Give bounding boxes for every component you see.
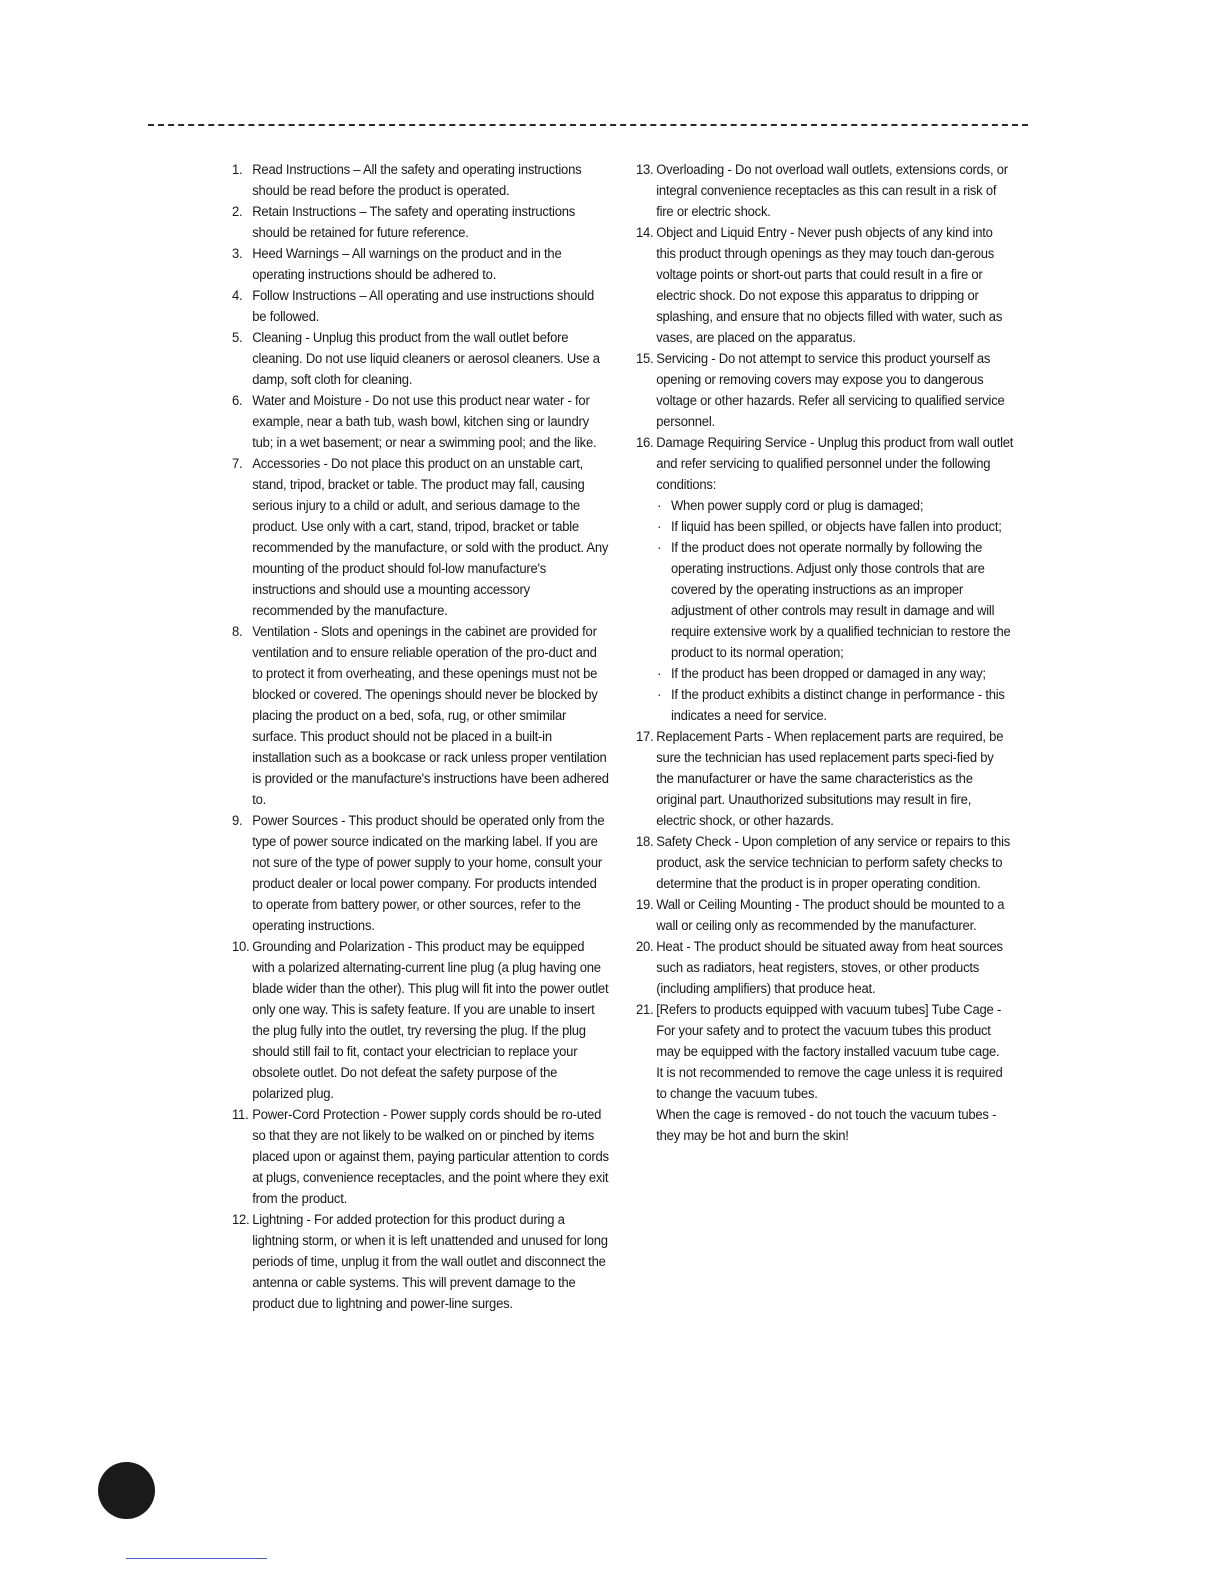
item-number: 8.	[232, 624, 243, 640]
list-item	[232, 811, 609, 937]
list-item	[636, 895, 1013, 937]
item-text: Heat - The product should be situated away from heat sources such as radiators, heat registers, stoves, or other products (including amplifiers) that produce heat.	[656, 939, 1003, 997]
list-item	[636, 727, 1013, 832]
list-item	[232, 160, 609, 202]
item-text: Power-Cord Protection - Power supply cords should be ro-uted so that they are not likely to be walked on or pinched by items placed upon or against them, paying particular attention to cords at plugs, convenience receptacles, and the point where they exit from the product.	[252, 1107, 609, 1207]
bullet-marker: ·	[657, 540, 662, 556]
list-item	[232, 286, 609, 328]
bullet-marker: ·	[657, 666, 662, 682]
safety-list-right	[636, 160, 1013, 1147]
item-text: Servicing - Do not attempt to service this product yourself as opening or removing covers may expose you to dangerous voltage or other hazards. Refer all servicing to qualified service personnel.	[656, 351, 1005, 430]
item-number: 16.	[636, 435, 654, 451]
conditions-list	[656, 496, 1013, 727]
item-number: 14.	[636, 225, 654, 241]
item-number: 17.	[636, 729, 654, 745]
item-text: Ventilation - Slots and openings in the cabinet are provided for ventilation and to ensure reliable operation of the pro-duct and to protect it from overheating, and these openings must not be blocked or covered. The openings should never be blocked by placing the product on a bed, sofa, rug, or other smimilar surface. This product should not be placed in a built-in installation such as a bookcase or rack unless proper ventilation is provided or the manufacture's instructions have been adhered to.	[252, 624, 609, 808]
list-item	[636, 349, 1013, 433]
condition-text: If liquid has been spilled, or objects have fallen into product;	[670, 519, 1002, 535]
list-item	[232, 202, 609, 244]
item-text: Object and Liquid Entry - Never push objects of any kind into this product through openings as they may touch dan-gerous voltage points or short-out parts that could result in a fire or electric shock. Do not expose this apparatus to dripping or splashing, and ensure that no objects filled with water, such as vases, are placed on the apparatus.	[656, 225, 1003, 346]
item-number: 1.	[232, 162, 243, 178]
item-number: 10.	[232, 939, 250, 955]
list-item	[232, 622, 609, 811]
item-text: Water and Moisture - Do not use this product near water - for example, near a bath tub, wash bowl, kitchen sing or laundry tub; in a wet basement; or near a swimming pool; and the like.	[252, 393, 597, 451]
list-item	[232, 244, 609, 286]
item-number: 5.	[232, 330, 243, 346]
item-text: Accessories - Do not place this product on an unstable cart, stand, tripod, bracket or table. The product may fall, causing serious injury to a child or adult, and serious damage to the product. Use only with a cart, stand, tripod, bracket or table recommended by the manufacture, or sold with the product. Any mounting of the product should fol-low manufacture's instructions and should use a mounting accessory recommended by the manufacture.	[252, 456, 609, 619]
item-number: 7.	[232, 456, 243, 472]
item-paragraph: It is not recommended to remove the cage unless it is required to change the vacuum tubes.	[656, 1065, 1003, 1102]
list-item	[232, 454, 609, 622]
list-item	[232, 1105, 609, 1210]
condition-text: If the product exhibits a distinct change in performance - this indicates a need for service.	[670, 687, 1005, 724]
safety-list-left	[232, 160, 609, 1315]
item-text: Lightning - For added protection for this product during a lightning storm, or when it is left unattended and unused for long periods of time, unplug it from the wall outlet and disconnect the antenna or cable systems. This will prevent damage to the product due to lightning and power-line surges.	[252, 1212, 608, 1312]
list-item	[636, 433, 1013, 727]
condition-text: If the product has been dropped or damaged in any way;	[670, 666, 986, 682]
left-column	[232, 160, 609, 1315]
item-text: Replacement Parts - When replacement parts are required, be sure the technician has used replacement parts speci-fied by the manufacturer or have the same characteristics as the original part. Unauthorized subsitutions may result in fire, electric shock, or other hazards.	[656, 729, 1004, 829]
condition-item	[656, 517, 1013, 538]
bullet-marker: ·	[657, 519, 662, 535]
bullet-marker: ·	[657, 687, 662, 703]
item-text: Read Instructions – All the safety and operating instructions should be read before the product is operated.	[252, 162, 582, 199]
item-number: 13.	[636, 162, 654, 178]
item-number: 19.	[636, 897, 654, 913]
item-text: [Refers to products equipped with vacuum tubes] Tube Cage - For your safety and to protect the vacuum tubes this product may be equipped with the factory installed vacuum tube cage.	[656, 1002, 1002, 1060]
condition-text: If the product does not operate normally by following the operating instructions. Adjust only those controls that are covered by the operating instructions as an improper adjustment of other controls may result in damage and will require extensive work by a qualified technician to restore the product to its normal operation;	[670, 540, 1011, 661]
list-item	[232, 1210, 609, 1315]
page-marker-circle	[98, 1462, 155, 1519]
list-item	[636, 1000, 1013, 1147]
item-number: 9.	[232, 813, 243, 829]
condition-item	[656, 538, 1013, 664]
item-number: 2.	[232, 204, 243, 220]
item-paragraph: When the cage is removed - do not touch the vacuum tubes - they may be hot and burn the skin!	[656, 1107, 997, 1144]
item-text: Heed Warnings – All warnings on the product and in the operating instructions should be adhered to.	[252, 246, 562, 283]
list-item	[636, 223, 1013, 349]
item-text: Wall or Ceiling Mounting - The product should be mounted to a wall or ceiling only as recommended by the manufacturer.	[656, 897, 1005, 934]
item-number: 3.	[232, 246, 243, 262]
item-number: 12.	[232, 1212, 250, 1228]
list-item	[636, 937, 1013, 1000]
item-number: 20.	[636, 939, 654, 955]
item-text: Damage Requiring Service - Unplug this product from wall outlet and refer servicing to qualified personnel under the following conditions:	[656, 435, 1014, 493]
condition-item	[656, 685, 1013, 727]
list-item	[232, 391, 609, 454]
condition-item	[656, 664, 1013, 685]
item-text: Cleaning - Unplug this product from the wall outlet before cleaning. Do not use liquid cleaners or aerosol cleaners. Use a damp, soft cloth for cleaning.	[252, 330, 600, 388]
list-item	[232, 328, 609, 391]
item-number: 18.	[636, 834, 654, 850]
item-number: 4.	[232, 288, 243, 304]
item-number: 15.	[636, 351, 654, 367]
item-text: Follow Instructions – All operating and use instructions should be followed.	[252, 288, 594, 325]
item-text: Overloading - Do not overload wall outlets, extensions cords, or integral convenience receptacles as this can result in a risk of fire or electric shock.	[656, 162, 1008, 220]
item-number: 6.	[232, 393, 243, 409]
bullet-marker: ·	[657, 498, 662, 514]
item-text: Retain Instructions – The safety and operating instructions should be retained for future reference.	[252, 204, 576, 241]
item-text: Power Sources - This product should be operated only from the type of power source indicated on the marking label. If you are not sure of the type of power supply to your home, consult your product dealer or local power company. For products intended to operate from battery power, or other sources, refer to the operating instructions.	[252, 813, 605, 934]
dashed-divider	[148, 124, 1028, 126]
list-item	[232, 937, 609, 1105]
footer-rule	[126, 1558, 267, 1559]
item-number: 21.	[636, 1002, 654, 1018]
item-text: Grounding and Polarization - This product may be equipped with a polarized alternating-current line plug (a plug having one blade wider than the other). This plug will fit into the power outlet only one way. This is safety feature. If you are unable to insert the plug fully into the outlet, try reversing the plug. If the plug should still fail to fit, contact your electrician to replace your obsolete outlet. Do not defeat the safety purpose of the polarized plug.	[252, 939, 609, 1102]
item-text: Safety Check - Upon completion of any service or repairs to this product, ask the service technician to perform safety checks to determine that the product is in proper operating condition.	[656, 834, 1011, 892]
item-number: 11.	[232, 1107, 249, 1123]
condition-text: When power supply cord or plug is damaged;	[670, 498, 924, 514]
condition-item	[656, 496, 1013, 517]
right-column	[636, 160, 1013, 1147]
list-item	[636, 160, 1013, 223]
list-item	[636, 832, 1013, 895]
